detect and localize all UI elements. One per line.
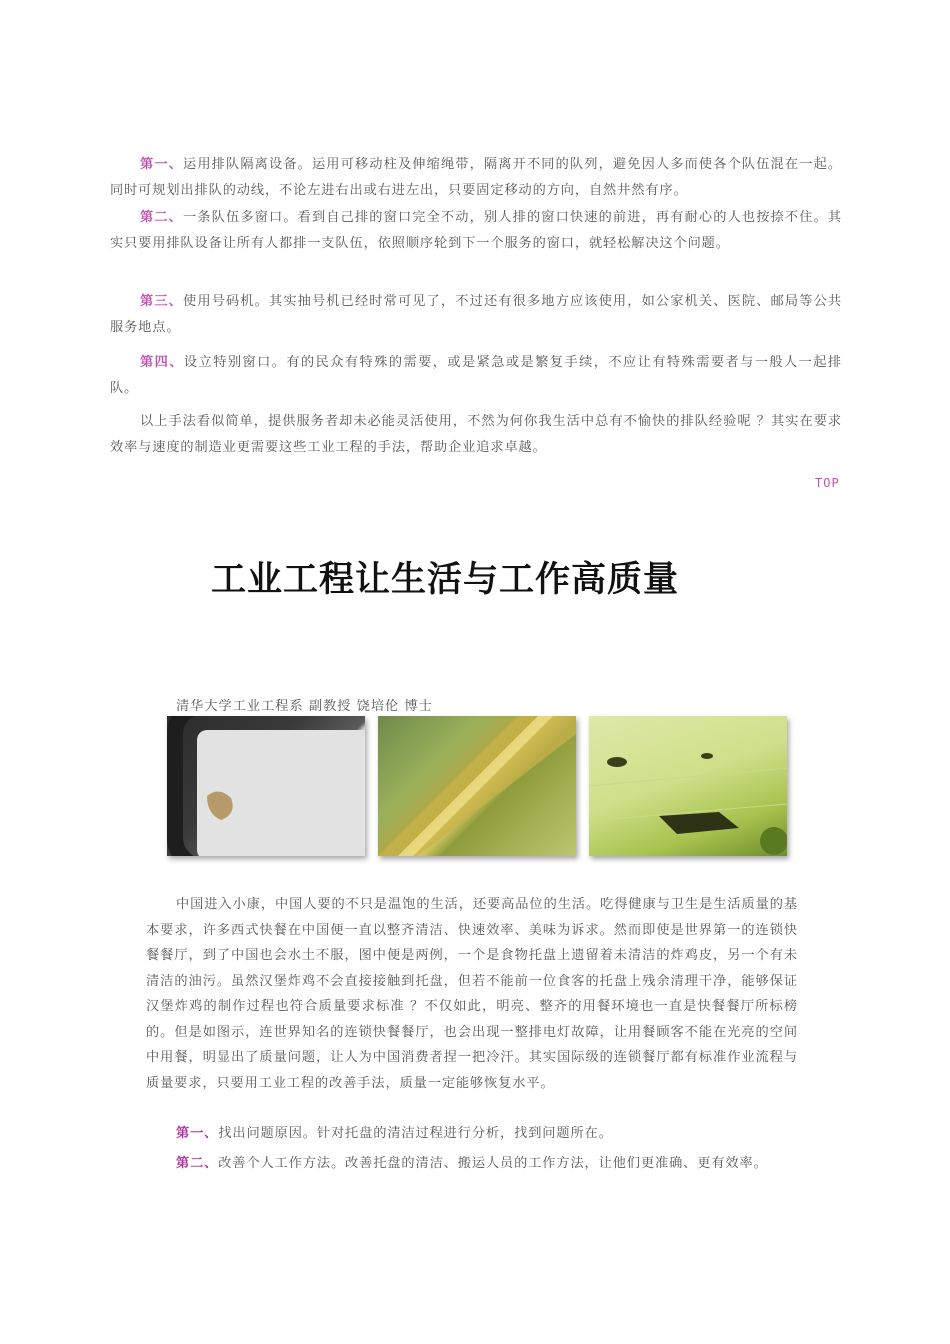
fryer-illustration bbox=[378, 716, 576, 856]
paragraph-lead: 第一、 bbox=[176, 1126, 219, 1141]
tray-photo bbox=[167, 716, 365, 856]
paragraph-lead: 第二、 bbox=[140, 210, 183, 225]
paragraph-article-body bbox=[146, 892, 798, 1096]
article-author: 清华大学工业工程系 副教授 饶培伦 博士 bbox=[176, 699, 433, 714]
paragraph-find-cause bbox=[146, 1121, 798, 1147]
paragraph-lead: 第四、 bbox=[140, 355, 184, 370]
paragraph-improve-method bbox=[146, 1151, 798, 1177]
paragraph-lead: 第二、 bbox=[176, 1156, 219, 1171]
paragraph-special-window bbox=[110, 350, 842, 401]
ceiling-illustration bbox=[589, 716, 787, 856]
paragraph-single-queue bbox=[110, 205, 842, 256]
fryer-photo bbox=[378, 716, 576, 856]
paragraph-lead: 第三、 bbox=[140, 294, 183, 309]
paragraph-text: 一条队伍多窗口。看到自己排的窗口完全不动，别人排的窗口快速的前进，再有耐心的人也按捺不住。其实只要用排队设备让所有人都排一支队伍，依照顺序轮到下一个服务的窗口，就轻松解决这个问题。 bbox=[110, 210, 842, 251]
paragraph-summary bbox=[110, 409, 842, 460]
paragraph-text: 找出问题原因。针对托盘的清洁过程进行分析，找到问题所在。 bbox=[218, 1126, 613, 1141]
paragraph-text: 使用号码机。其实抽号机已经时常可见了，不过还有很多地方应该使用，如公家机关、医院、邮局等公共服务地点。 bbox=[110, 294, 842, 335]
paragraph-text: 设立特别窗口。有的民众有特殊的需要，或是紧急或是繁复手续，不应让有特殊需要者与一般人一起排队。 bbox=[110, 355, 843, 396]
tray-illustration bbox=[167, 716, 365, 856]
paragraph-queue-equipment bbox=[110, 152, 842, 203]
article-title: 工业工程让生活与工作高质量 bbox=[210, 560, 679, 600]
paragraph-text: 改善个人工作方法。改善托盘的清洁、搬运人员的工作方法，让他们更准确、更有效率。 bbox=[218, 1156, 768, 1171]
paragraph-lead: 第一、 bbox=[140, 157, 183, 172]
paragraph-text: 运用排队隔离设备。运用可移动柱及伸缩绳带，隔离开不同的队列，避免因人多而使各个队伍混在一起。同时可规划出排队的动线，不论左进右出或右进左出，只要固定移动的方向，自然井然有序。 bbox=[110, 157, 842, 198]
paragraph-text: 中国进入小康，中国人要的不只是温饱的生活，还要高品位的生活。吃得健康与卫生是生活质量的基本要求，许多西式快餐在中国便一直以整齐清洁、快速效率、美味为诉求。然而即使是世界第一的连锁快餐餐厅，到了中国也会水土不服，图中便是两例，一个是食物托盘上遗留着未清洁的炸鸡皮，另一个有未清洁的油污。虽然汉堡炸鸡不会直接接触到托盘，但若不能前一位食客的托盘上残余清理干净，能够保证汉堡炸鸡的制作过程也符合质量要求标准 ？不仅如此，明亮、整齐的用餐环境也一直是快餐餐厅所标榜的。但是如图示，连世界知名的连锁快餐餐厅，也会出现一整排电灯故障，让用餐顾客不能在光亮的空间中用餐，明显出了质量问题，让人为中国消费者捏一把冷汗。其实国际级的连锁餐厅都有标准作业流程与质量要求，只要用工业工程的改善手法，质量一定能够恢复水平。 bbox=[146, 897, 798, 1091]
paragraph-text: 以上手法看似简单，提供服务者却未必能灵活使用，不然为何你我生活中总有不愉快的排队经验呢 ？其实在要求效率与速度的制造业更需要这些工业工程的手法，帮助企业追求卓越。 bbox=[110, 414, 842, 455]
back-to-top-link[interactable]: TOP bbox=[815, 476, 840, 490]
paragraph-number-machine bbox=[110, 289, 842, 340]
ceiling-lights-photo bbox=[589, 716, 787, 856]
